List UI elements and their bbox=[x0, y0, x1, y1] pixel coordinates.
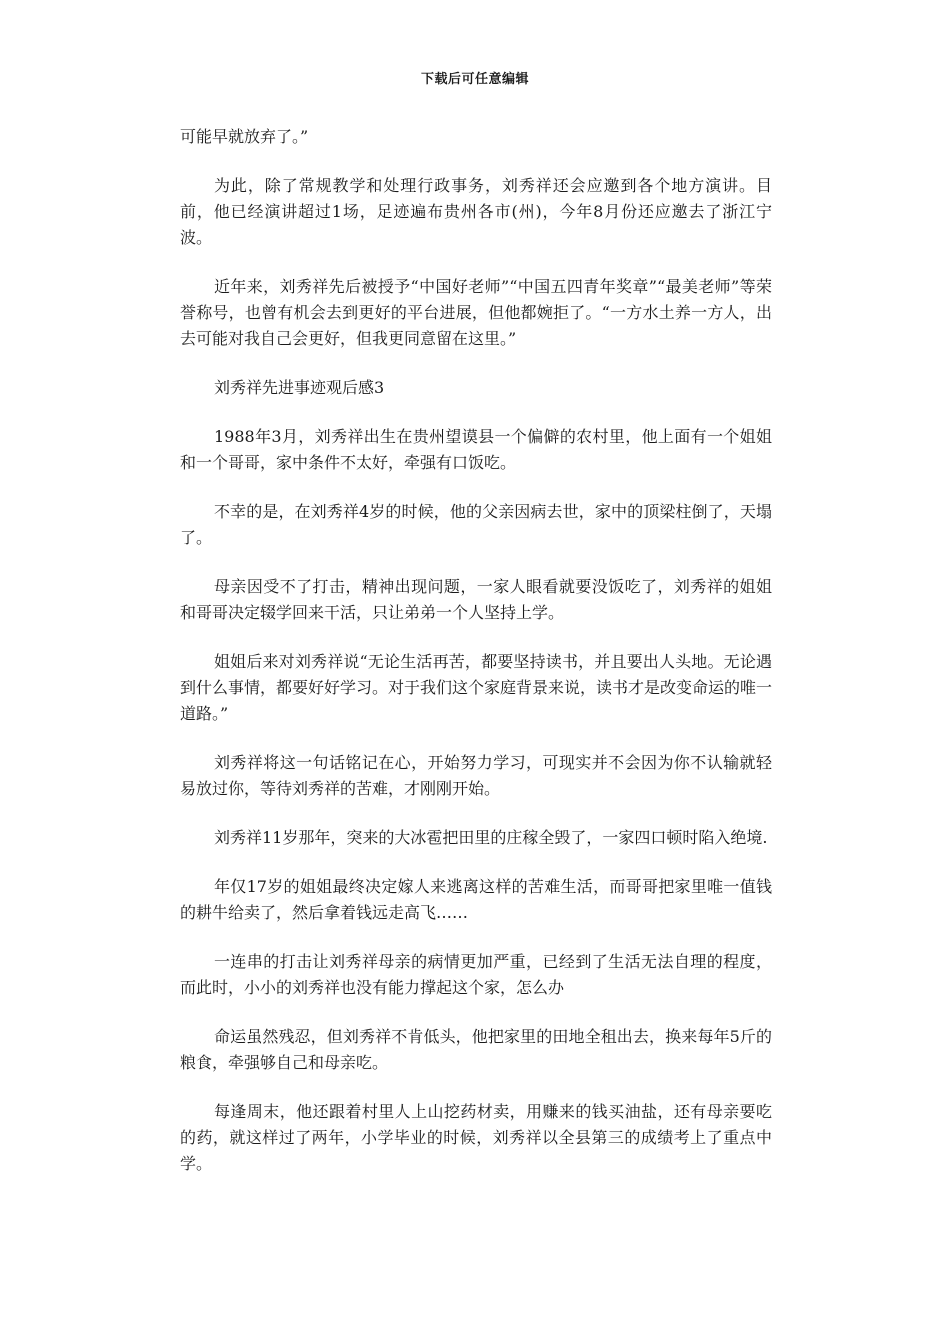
paragraph: 姐姐后来对刘秀祥说“无论生活再苦，都要坚持读书，并且要出人头地。无论遇到什么事情，都要好好学习。对于我们这个家庭背景来说，读书才是改变命运的唯一道路。” bbox=[180, 652, 773, 723]
paragraph: 一连串的打击让刘秀祥母亲的病情更加严重，已经到了生活无法自理的程度，而此时，小小的刘秀祥也没有能力撑起这个家，怎么办 bbox=[180, 952, 772, 997]
paragraph: 刘秀祥11岁那年，突来的大冰雹把田里的庄稼全毁了，一家四口顿时陷入绝境. bbox=[214, 828, 768, 847]
paragraph: 每逢周末，他还跟着村里人上山挖药材卖，用赚来的钱买油盐，还有母亲要吃的药，就这样过了两年，小学毕业的时候，刘秀祥以全县第三的成绩考上了重点中学。 bbox=[180, 1102, 772, 1173]
document-body bbox=[180, 124, 772, 1200]
paragraph: 为此，除了常规教学和处理行政事务，刘秀祥还会应邀到各个地方演讲。目前，他已经演讲超过1场，足迹遍布贵州各市(州)，今年8月份还应邀去了浙江宁波。 bbox=[180, 176, 772, 247]
paragraph: 1988年3月，刘秀祥出生在贵州望谟县一个偏僻的农村里，他上面有一个姐姐和一个哥哥，家中条件不太好，牵强有口饭吃。 bbox=[180, 427, 772, 472]
page-header: 下载后可任意编辑 bbox=[420, 72, 529, 87]
section-heading: 刘秀祥先进事迹观后感3 bbox=[214, 378, 385, 397]
paragraph: 近年来，刘秀祥先后被授予“中国好老师”“中国五四青年奖章”“最美老师”等荣誉称号，也曾有机会去到更好的平台进展，但他都婉拒了。“一方水土养一方人，出去可能对我自己会更好，但我更同意留在这里。” bbox=[180, 277, 772, 348]
paragraph: 刘秀祥将这一句话铭记在心，开始努力学习，可现实并不会因为你不认输就轻易放过你，等待刘秀祥的苦难，才刚刚开始。 bbox=[180, 753, 772, 798]
paragraph: 年仅17岁的姐姐最终决定嫁人来逃离这样的苦难生活，而哥哥把家里唯一值钱的耕牛给卖了，然后拿着钱远走高飞…… bbox=[180, 877, 772, 922]
paragraph: 命运虽然残忍，但刘秀祥不肯低头，他把家里的田地全租出去，换来每年5斤的粮食，牵强够自己和母亲吃。 bbox=[180, 1027, 772, 1072]
paragraph: 可能早就放弃了。” bbox=[180, 127, 309, 146]
paragraph: 不幸的是，在刘秀祥4岁的时候，他的父亲因病去世，家中的顶梁柱倒了，天塌了。 bbox=[180, 502, 772, 547]
paragraph: 母亲因受不了打击，精神出现问题，一家人眼看就要没饭吃了，刘秀祥的姐姐和哥哥决定辍学回来干活，只让弟弟一个人坚持上学。 bbox=[180, 577, 772, 622]
